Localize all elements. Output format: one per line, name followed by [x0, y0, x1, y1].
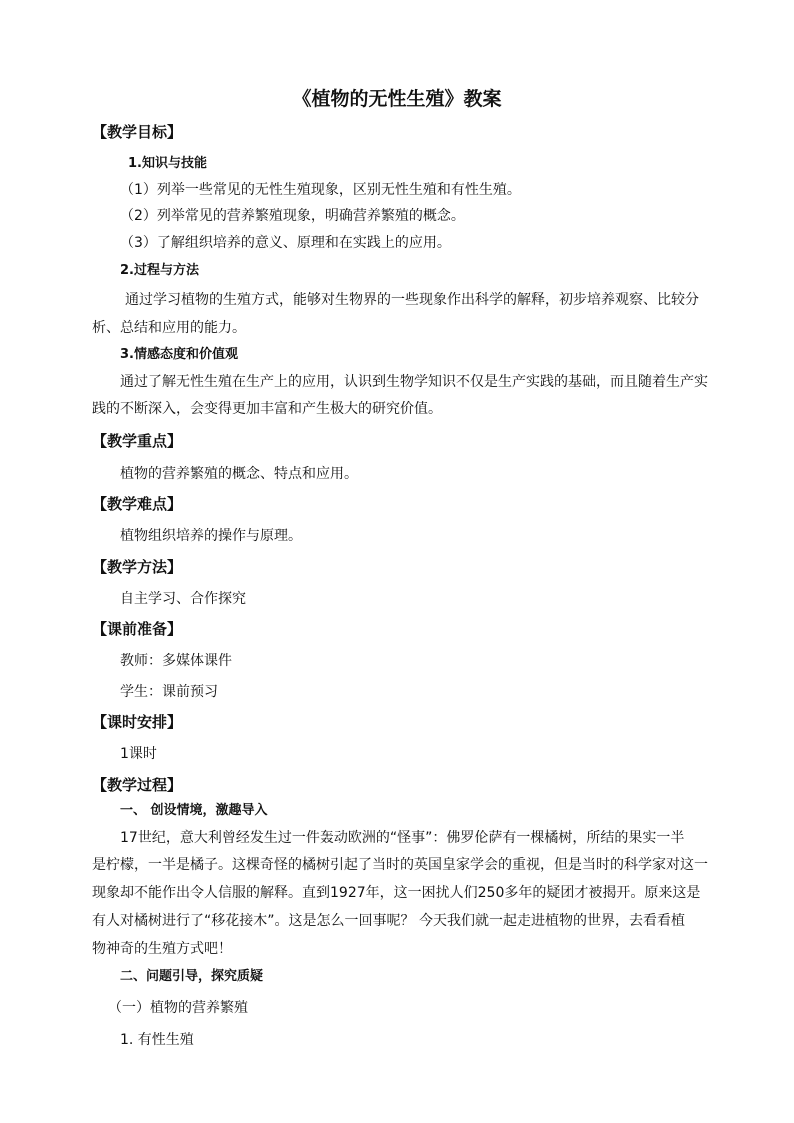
difficulties-text: 植物组织培养的操作与原理。: [120, 528, 302, 544]
heading-schedule: 【课时安排】: [92, 713, 183, 731]
story-line: 物神奇的生殖方式吧！: [92, 941, 232, 957]
subheading-knowledge-skills: 1.知识与技能: [128, 156, 207, 171]
goal-item: （2）列举常见的营养繁殖现象，明确营养繁殖的概念。: [120, 208, 465, 224]
paragraph-line: 践的不断深入，会变得更加丰富和产生极大的研究价值。: [92, 401, 442, 417]
subsection-item-sexual-reproduction: 1. 有性生殖: [120, 1032, 194, 1048]
paragraph-line: 通过学习植物的生殖方式，能够对生物界的一些现象作出科学的解释，初步培养观察、比较分: [125, 292, 699, 308]
preparation-teacher: 教师：多媒体课件: [120, 653, 232, 669]
heading-difficulties: 【教学难点】: [92, 495, 183, 513]
methods-text: 自主学习、合作探究: [120, 591, 246, 607]
preparation-student: 学生：课前预习: [120, 684, 218, 700]
process-step-two: 二、问题引导，探究质疑: [120, 969, 264, 984]
heading-preparation: 【课前准备】: [92, 620, 183, 638]
paragraph-line: 析、总结和应用的能力。: [92, 320, 246, 336]
heading-teaching-goals: 【教学目标】: [92, 123, 183, 141]
heading-key-points: 【教学重点】: [92, 432, 183, 450]
goal-item: （1）列举一些常见的无性生殖现象，区别无性生殖和有性生殖。: [120, 182, 521, 198]
paragraph-line: 通过了解无性生殖在生产上的应用，认识到生物学知识不仅是生产实践的基础，而且随着生产实: [120, 374, 708, 390]
process-step-one: 一、 创设情境，激趣导入: [120, 803, 268, 818]
heading-teaching-process: 【教学过程】: [92, 776, 183, 794]
story-line: 有人对橘树进行了“移花接木”。这是怎么一回事呢？ 今天我们就一起走进植物的世界，去看看植: [92, 913, 685, 929]
story-line: 现象却不能作出令人信服的解释。直到1927年，这一困扰人们250多年的疑团才被揭开。原来这是: [92, 885, 701, 901]
subheading-attitudes-values: 3.情感态度和价值观: [120, 347, 238, 362]
story-line: 17世纪，意大利曾经发生过一件轰动欧洲的“怪事”：佛罗伦萨有一棵橘树，所结的果实一半: [120, 830, 685, 846]
document-title: 《植物的无性生殖》教案: [292, 88, 502, 110]
subheading-process-methods: 2.过程与方法: [120, 263, 199, 278]
heading-methods: 【教学方法】: [92, 558, 183, 576]
key-points-text: 植物的营养繁殖的概念、特点和应用。: [120, 466, 358, 482]
schedule-text: 1课时: [120, 746, 157, 762]
subsection-vegetative-reproduction: （一）植物的营养繁殖: [108, 1000, 248, 1016]
story-line: 是柠檬，一半是橘子。这棵奇怪的橘树引起了当时的英国皇家学会的重视，但是当时的科学家对这一: [92, 857, 708, 873]
goal-item: （3）了解组织培养的意义、原理和在实践上的应用。: [120, 235, 451, 251]
